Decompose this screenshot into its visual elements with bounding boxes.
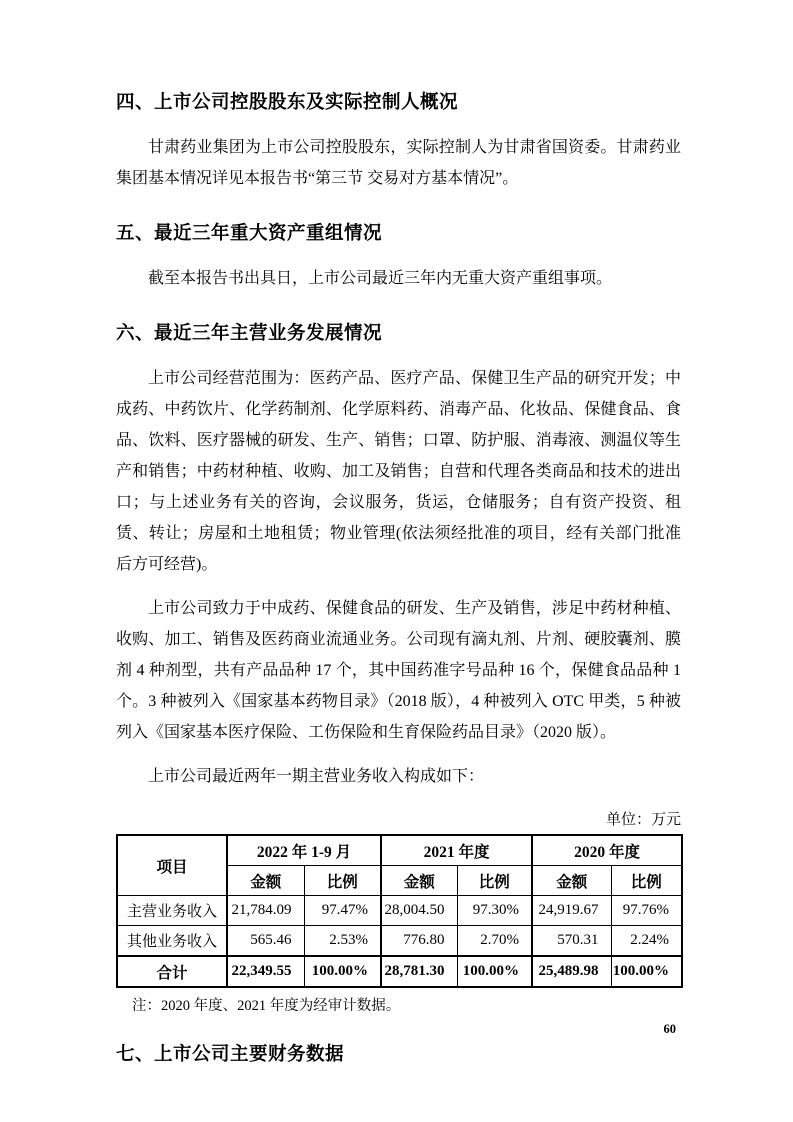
table-header-ratio-2021: 比例 (457, 866, 532, 896)
cell-amount-2021: 28,004.50 (381, 896, 457, 926)
table-header-amount-2020: 金额 (532, 866, 611, 896)
table-footnote: 注：2020 年度、2021 年度为经审计数据。 (132, 998, 401, 1014)
cell-ratio-2021: 2.70% (457, 926, 532, 957)
cell-ratio-2021: 97.30% (457, 896, 532, 926)
paragraph-s6-scope: 上市公司经营范围为：医药产品、医疗产品、保健卫生产品的研究开发；中成药、中药饮片、化学药制剂、化学原料药、消毒产品、化妆品、保健食品、食品、饮料、医疗器械的研发、生产、销售；口罩、防护服、消毒液、测温仪等生产和销售；中药材种植、收购、加工及销售；自营和代理各类商品和技术的进出口；与上述业务有关的咨询，会议服务，货运，仓储服务；自有资产投资、租赁、转让；房屋和土地租赁；物业管理(依法须经批准的项目，经有关部门批准后方可经营)。 (116, 370, 681, 573)
table-row-main-revenue (117, 896, 682, 926)
cell-amount-2020: 25,489.98 (532, 956, 611, 987)
cell-amount-2022: 21,784.09 (227, 896, 304, 926)
row-label: 主营业务收入 (117, 896, 227, 926)
cell-amount-2020: 570.31 (532, 926, 611, 957)
cell-amount-2021: 776.80 (381, 926, 457, 957)
page-number: 60 (663, 1022, 676, 1036)
section-heading-4: 四、上市公司控股股东及实际控制人概况 (116, 91, 459, 112)
cell-ratio-2022: 2.53% (304, 926, 381, 957)
paragraph-s4: 甘肃药业集团为上市公司控股股东，实际控制人为甘肃省国资委。甘肃药业集团基本情况详见本报告书“第三节 交易对方基本情况”。 (116, 139, 681, 187)
table-header-ratio-2020: 比例 (611, 866, 682, 896)
cell-ratio-2020: 2.24% (611, 926, 682, 957)
paragraph-s6-products: 上市公司致力于中成药、保健食品的研发、生产及销售，涉足中药材种植、收购、加工、销售及医药商业流通业务。公司现有滴丸剂、片剂、硬胶囊剂、膜剂 4 种剂型，共有产品品种 17 个，其中国药准字号品种 16 个，保健食品品种 1 个。3 种被列入《国家基本药物目录》（2018 版），4 种被列入 OTC 甲类，5 种被列入《国家基本医疗保险、工伤保险和生育保险药品目录》（2020 版）。 (116, 600, 681, 741)
table-header-2021: 2021 年度 (381, 835, 532, 866)
table-row-other-revenue (117, 926, 682, 957)
row-label: 其他业务收入 (117, 926, 227, 957)
cell-amount-2022: 22,349.55 (227, 956, 304, 987)
cell-ratio-2022: 100.00% (304, 956, 381, 987)
row-label-total: 合计 (117, 956, 227, 987)
cell-ratio-2022: 97.47% (304, 896, 381, 926)
cell-amount-2020: 24,919.67 (532, 896, 611, 926)
table-header-row-periods (117, 835, 682, 866)
table-unit-label: 单位：万元 (605, 812, 681, 828)
table-header-ratio-2022: 比例 (304, 866, 381, 896)
table-header-amount-2022: 金额 (227, 866, 304, 896)
table-header-2020: 2020 年度 (532, 835, 682, 866)
revenue-composition-table (116, 834, 683, 988)
cell-amount-2022: 565.46 (227, 926, 304, 957)
table-header-amount-2021: 金额 (381, 866, 457, 896)
table-row-total (117, 956, 682, 987)
cell-amount-2021: 28,781.30 (381, 956, 457, 987)
section-heading-7: 七、上市公司主要财务数据 (116, 1043, 345, 1064)
cell-ratio-2020: 97.76% (611, 896, 682, 926)
table-header-item: 项目 (117, 835, 227, 896)
section-heading-5: 五、最近三年重大资产重组情况 (116, 222, 383, 243)
paragraph-s6-intro-table: 上市公司最近两年一期主营业务收入构成如下： (148, 768, 485, 785)
section-heading-6: 六、最近三年主营业务发展情况 (116, 322, 383, 343)
table-header-2022: 2022 年 1-9 月 (227, 835, 381, 866)
cell-ratio-2020: 100.00% (611, 956, 682, 987)
cell-ratio-2021: 100.00% (457, 956, 532, 987)
paragraph-s5: 截至本报告书出具日，上市公司最近三年内无重大资产重组事项。 (148, 270, 613, 287)
